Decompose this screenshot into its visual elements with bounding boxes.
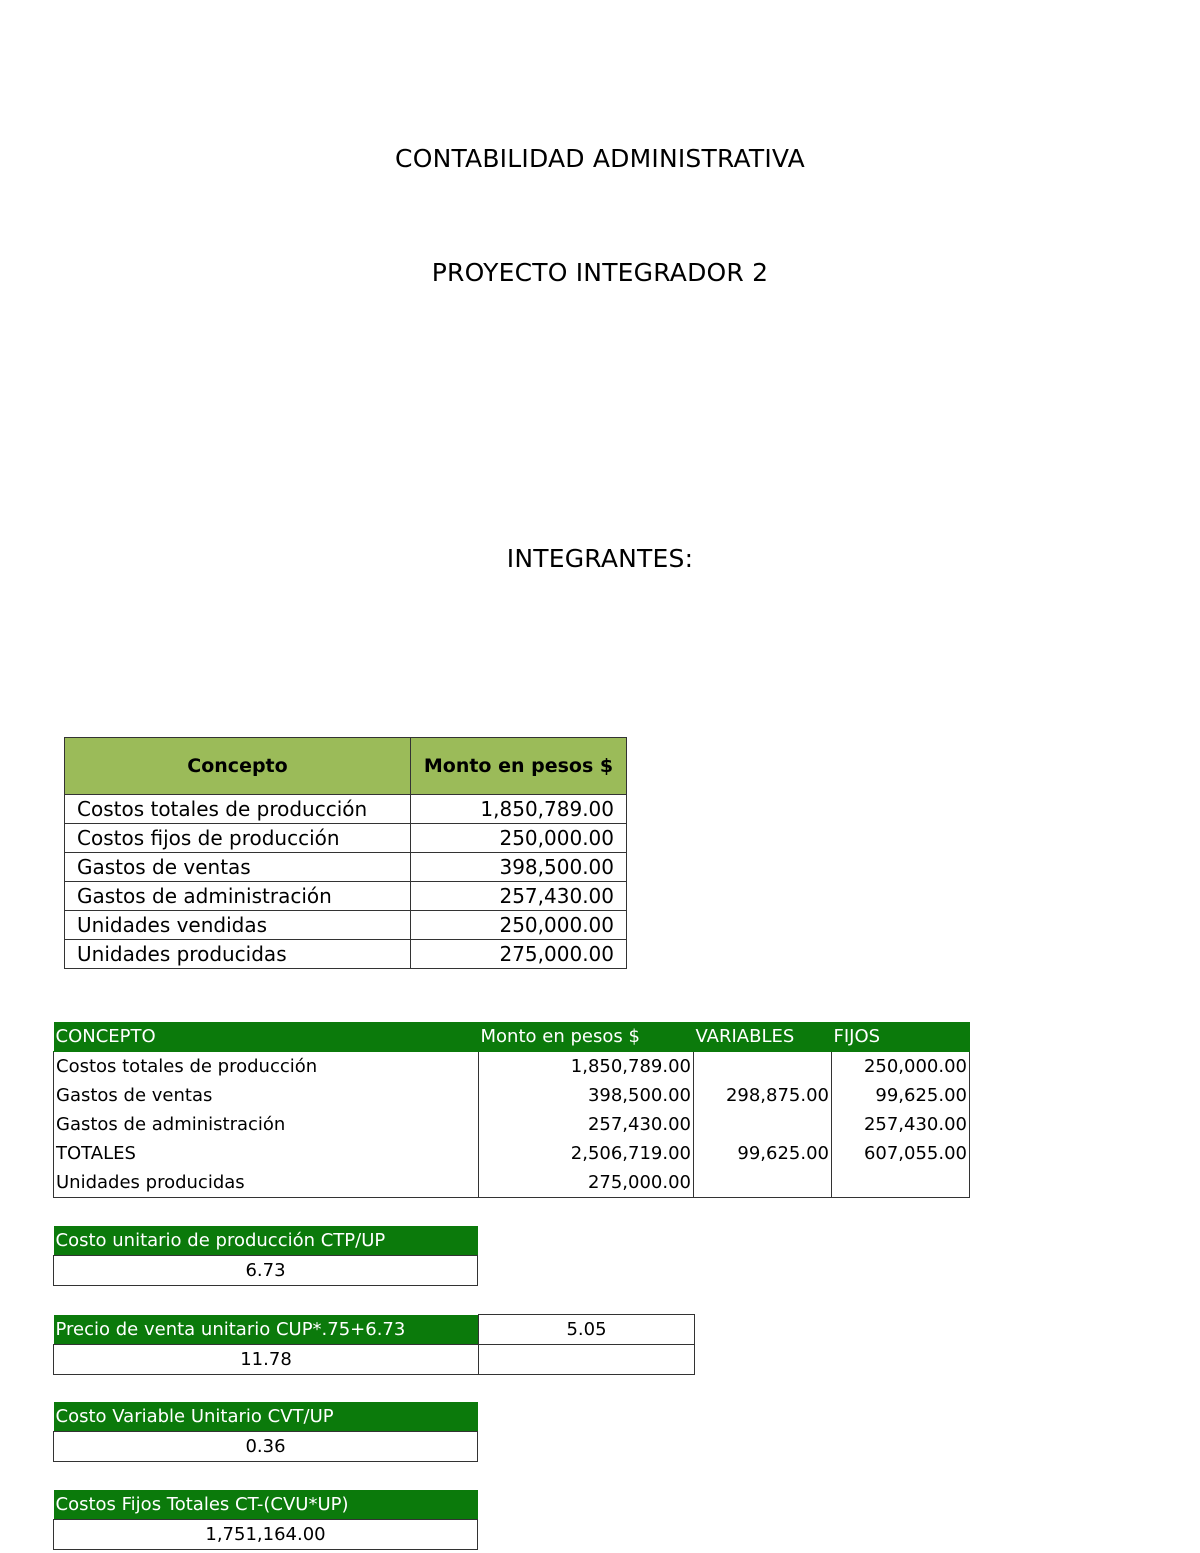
cost-classification-table [53,1022,970,1198]
unit-production-cost-box [53,1226,478,1286]
row-amount: 398,500.00 [411,853,627,882]
row-amount: 2,506,719.00 [479,1139,694,1168]
header-amount: Monto en pesos $ [479,1022,694,1052]
header-fixed: FIJOS [832,1022,970,1052]
row-concept: Gastos de administración [54,1110,479,1139]
table-row [65,940,627,969]
row-concept: TOTALES [54,1139,479,1168]
table-row [54,1081,970,1110]
table-row [65,882,627,911]
row-amount: 398,500.00 [479,1081,694,1110]
row-concept: Unidades producidas [65,940,411,969]
table-row [54,1139,970,1168]
row-amount: 250,000.00 [411,824,627,853]
table-header-row [65,738,627,795]
table-row [54,1052,970,1082]
row-concept: Costos fijos de producción [65,824,411,853]
variable-unit-cost-label: Costo Variable Unitario CVT/UP [54,1402,478,1432]
unit-production-cost-label: Costo unitario de producción CTP/UP [54,1226,478,1256]
table-row [65,911,627,940]
unit-sale-price-label: Precio de venta unitario CUP*.75+6.73 [54,1315,479,1345]
row-variable: 298,875.00 [694,1081,832,1110]
members-label: INTEGRANTES: [506,544,694,573]
table-row [65,853,627,882]
unit-sale-price-box [53,1314,695,1375]
row-amount: 275,000.00 [479,1168,694,1198]
project-title: PROYECTO INTEGRADOR 2 [431,258,769,287]
row-variable [694,1052,832,1082]
row-variable: 99,625.00 [694,1139,832,1168]
row-concept: Unidades vendidas [65,911,411,940]
document-subject: CONTABILIDAD ADMINISTRATIVA [395,144,805,173]
header-variables: VARIABLES [694,1022,832,1052]
row-concept: Gastos de ventas [65,853,411,882]
unit-sale-price-value: 11.78 [54,1345,479,1375]
table-row [65,824,627,853]
row-amount: 257,430.00 [479,1110,694,1139]
table-row [65,795,627,824]
row-fixed: 607,055.00 [832,1139,970,1168]
row-amount: 275,000.00 [411,940,627,969]
empty-cell [479,1345,695,1375]
row-fixed: 257,430.00 [832,1110,970,1139]
table-row [54,1168,970,1198]
table-row [54,1110,970,1139]
row-variable [694,1168,832,1198]
row-variable [694,1110,832,1139]
row-fixed [832,1168,970,1198]
header-amount: Monto en pesos $ [411,738,627,795]
row-concept: Gastos de ventas [54,1081,479,1110]
row-concept: Unidades producidas [54,1168,479,1198]
header-concept: Concepto [65,738,411,795]
variable-unit-cost-value: 0.36 [54,1432,478,1462]
unit-sale-price-side-value: 5.05 [479,1315,695,1345]
header-concept: CONCEPTO [54,1022,479,1052]
row-concept: Costos totales de producción [54,1052,479,1082]
variable-unit-cost-box [53,1402,478,1462]
fixed-total-costs-label: Costos Fijos Totales CT-(CVU*UP) [54,1490,478,1520]
row-amount: 1,850,789.00 [479,1052,694,1082]
table-header-row [54,1022,970,1052]
row-fixed: 99,625.00 [832,1081,970,1110]
row-concept: Gastos de administración [65,882,411,911]
row-concept: Costos totales de producción [65,795,411,824]
fixed-total-costs-value: 1,751,164.00 [54,1520,478,1550]
row-amount: 257,430.00 [411,882,627,911]
fixed-total-costs-box [53,1490,478,1550]
row-amount: 1,850,789.00 [411,795,627,824]
row-amount: 250,000.00 [411,911,627,940]
row-fixed: 250,000.00 [832,1052,970,1082]
unit-production-cost-value: 6.73 [54,1256,478,1286]
concept-amount-table [64,737,627,969]
